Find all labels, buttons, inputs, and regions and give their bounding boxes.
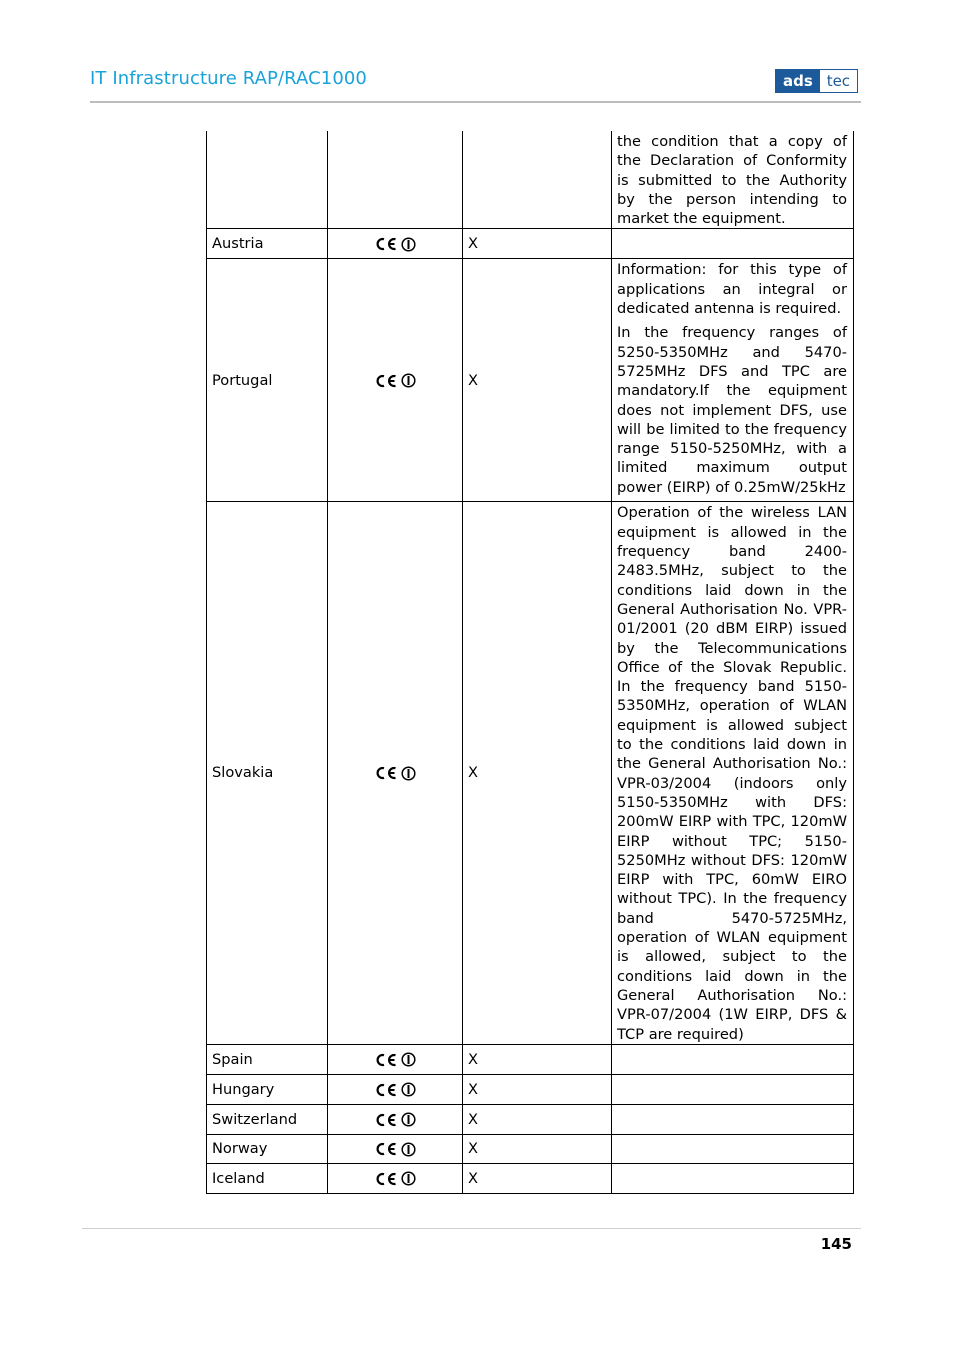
table-row xyxy=(207,131,854,229)
ce-mark-icon xyxy=(375,374,397,388)
country-conformity-table xyxy=(206,131,854,1194)
adstec-logo xyxy=(775,69,858,93)
country-cell: Slovakia xyxy=(207,502,328,1044)
x-mark-cell: X xyxy=(463,502,612,1044)
header-divider xyxy=(90,101,861,103)
restriction-note-cell xyxy=(612,1044,854,1074)
ce-alert-marks xyxy=(375,373,416,388)
table-row xyxy=(207,259,854,502)
ce-alert-marks xyxy=(375,1142,416,1157)
table-row xyxy=(207,1074,854,1104)
page-number: 145 xyxy=(820,1235,852,1253)
document-title: IT Infrastructure RAP/RAC1000 xyxy=(90,68,367,89)
restriction-note-cell xyxy=(612,131,854,229)
table-row xyxy=(207,1134,854,1163)
marking-cell xyxy=(328,1044,463,1074)
country-cell: Norway xyxy=(207,1134,328,1163)
country-cell: Iceland xyxy=(207,1163,328,1193)
alert-class2-icon xyxy=(401,766,416,781)
restriction-note-cell xyxy=(612,229,854,259)
logo-left-text: ads xyxy=(776,70,820,92)
ce-alert-marks xyxy=(375,766,416,781)
marking-cell xyxy=(328,1163,463,1193)
ce-mark-icon xyxy=(375,1053,397,1067)
country-cell: Austria xyxy=(207,229,328,259)
ce-mark-icon xyxy=(375,766,397,780)
ce-alert-marks xyxy=(375,1112,416,1127)
logo-right-text: tec xyxy=(826,72,851,90)
note-paragraph: In the frequency ranges of 5250-5350MHz and 5470-5725MHz DFS and TPC are mandatory.If the equipment does not implement DFS, use will be limited to the frequency range 5150-5250MHz, with a limited maximum output power (EIRP) of 0.25mW/25kHz xyxy=(617,324,847,496)
table-row xyxy=(207,1044,854,1074)
marking-cell xyxy=(328,131,463,229)
marking-cell xyxy=(328,1104,463,1134)
alert-class2-icon xyxy=(401,1052,416,1067)
marking-cell xyxy=(328,1134,463,1163)
x-mark-cell: X xyxy=(463,1163,612,1193)
restriction-note-cell xyxy=(612,1074,854,1104)
alert-class2-icon xyxy=(401,237,416,252)
marking-cell xyxy=(328,259,463,502)
x-mark-cell xyxy=(463,131,612,229)
ce-mark-icon xyxy=(375,237,397,251)
note-paragraph: Information: for this type of applications an integral or dedicated antenna is required. xyxy=(617,261,847,318)
table-row xyxy=(207,229,854,259)
country-cell: Hungary xyxy=(207,1074,328,1104)
ce-alert-marks xyxy=(375,1171,416,1186)
x-mark-cell: X xyxy=(463,1074,612,1104)
table-row xyxy=(207,502,854,1044)
ce-mark-icon xyxy=(375,1172,397,1186)
footer-divider xyxy=(82,1228,861,1229)
alert-class2-icon xyxy=(401,1171,416,1186)
restriction-note-cell xyxy=(612,1163,854,1193)
restriction-note-cell xyxy=(612,502,854,1044)
ce-mark-icon xyxy=(375,1113,397,1127)
marking-cell xyxy=(328,229,463,259)
alert-class2-icon xyxy=(401,373,416,388)
country-cell: Portugal xyxy=(207,259,328,502)
country-cell: Spain xyxy=(207,1044,328,1074)
x-mark-cell: X xyxy=(463,1104,612,1134)
table-row xyxy=(207,1163,854,1193)
marking-cell xyxy=(328,1074,463,1104)
restriction-note-cell xyxy=(612,1104,854,1134)
ce-mark-icon xyxy=(375,1142,397,1156)
note-paragraph: the condition that a copy of the Declaration of Conformity is submitted to the Authority by the person intending to market the equipment. xyxy=(617,133,847,228)
ce-alert-marks xyxy=(375,1052,416,1067)
table-body xyxy=(207,131,854,1193)
x-mark-cell: X xyxy=(463,229,612,259)
restriction-note-cell xyxy=(612,259,854,502)
ce-alert-marks xyxy=(375,237,416,252)
restriction-note-cell xyxy=(612,1134,854,1163)
alert-class2-icon xyxy=(401,1142,416,1157)
alert-class2-icon xyxy=(401,1112,416,1127)
country-cell: Switzerland xyxy=(207,1104,328,1134)
ce-alert-marks xyxy=(375,1082,416,1097)
x-mark-cell: X xyxy=(463,1044,612,1074)
note-paragraph: Operation of the wireless LAN equipment is allowed in the frequency band 2400-2483.5MHz, subject to the conditions laid down in the General Authorisation No. VPR-01/2001 (20 dBM EIRP) issued by the Telecommunications Office of the Slovak Republic. In the frequency band 5150-5350MHz, operation of WLAN equipment is allowed subject to the conditions laid down in the General Authorisation No.: VPR-03/2004 (indoors only 5150-5350MHz with DFS: 200mW EIRP with TPC, 120mW EIRP without TPC; 5150-5250MHz without DFS: 120mW EIRP with TPC, 60mW EIRO without TPC). In the frequency band 5470-5725MHz, operation of WLAN equipment is allowed, subject to the conditions laid down in the General Authorisation No.: VPR-07/2004 (1W EIRP, DFS & TCP are required) xyxy=(617,504,847,1043)
ce-mark-icon xyxy=(375,1083,397,1097)
x-mark-cell: X xyxy=(463,1134,612,1163)
country-cell xyxy=(207,131,328,229)
marking-cell xyxy=(328,502,463,1044)
table-row xyxy=(207,1104,854,1134)
x-mark-cell: X xyxy=(463,259,612,502)
alert-class2-icon xyxy=(401,1082,416,1097)
